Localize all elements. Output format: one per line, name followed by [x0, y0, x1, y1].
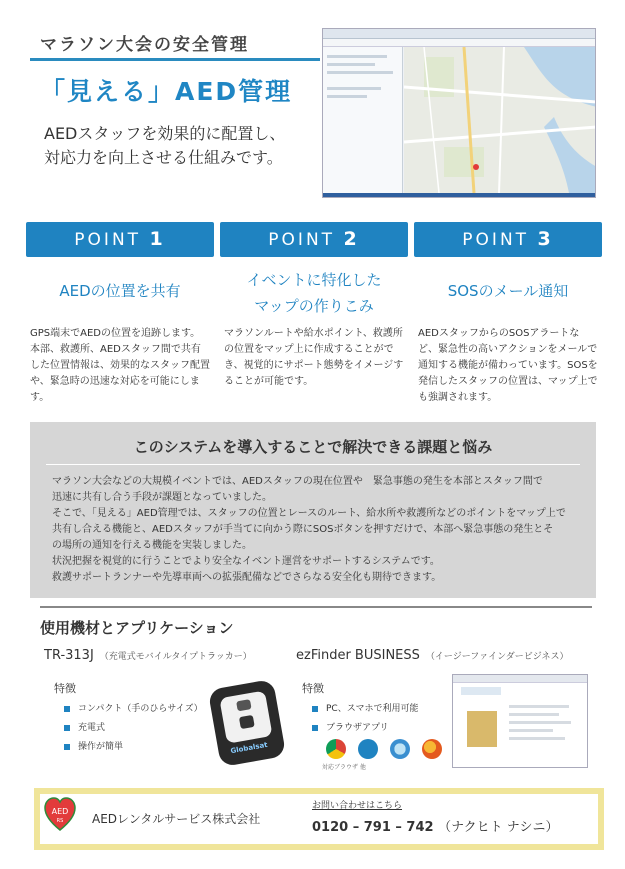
list-item: 操作が簡単 [62, 738, 203, 757]
tracker-logo: Globalsat [229, 740, 269, 756]
app-name: ezFinder BUSINESS （イージーファインダービジネス） [296, 648, 569, 663]
contact-label: お問い合わせはこちら [312, 801, 403, 811]
screenshot-statusbar [323, 193, 595, 198]
screenshot-titlebar [323, 29, 595, 39]
logo-sub: RS [56, 818, 64, 824]
issues-line: 共有し合える機能と、AEDスタッフが手当てに向かう際にSOSボタンを押すだけで、本部へ緊急事態の発生とそ [52, 524, 554, 535]
point-1-label: POINT [74, 230, 142, 250]
device-feature-label: 特徴 [54, 682, 76, 695]
browser-image [467, 711, 497, 747]
equipment-title: 使用機材とアプリケーション [40, 619, 234, 637]
issues-title: このシステムを導入することで解決できる課題と悩み [133, 438, 493, 456]
firefox-icon [422, 739, 442, 759]
issues-text [52, 474, 582, 586]
equipment-divider [40, 606, 592, 608]
issues-line: 状況把握を視覚的に行うことでより安全なイベント運営をサポートするシステムです。 [52, 556, 440, 567]
logo-text: AED [51, 807, 69, 816]
page-title: 「見える」AED管理 [40, 77, 293, 106]
lead-line-2: 対応力を向上させる仕組みです。 [44, 148, 283, 167]
point-3-badge [414, 222, 602, 257]
browser-icons [326, 738, 449, 759]
browser-toolbar [453, 675, 587, 683]
phone-number[interactable]: 0120 – 791 – 742 （ナクヒト ナシニ） [312, 820, 559, 835]
point-2-label: POINT [268, 230, 336, 250]
point-2-number: 2 [343, 228, 360, 250]
issues-line: 救護サポートランナーや先導車両への拡張配備などでさらなる安全化も期待できます。 [52, 572, 442, 583]
point-1-desc: GPS端末でAEDの位置を追跡します。本部、救護所、AEDスタッフ間で共有した位置情報は、効果的なスタッフ配置や、緊急時の迅速な対応を可能にします。 [30, 328, 210, 403]
point-2-title: イベントに特化した マップの作りこみ [246, 271, 382, 315]
phone-reading: （ナクヒト ナシニ） [438, 820, 559, 835]
tracker-button-sos [239, 715, 255, 729]
screenshot-toolbar [323, 39, 595, 47]
issues-line: 迅速に共有し合う手段が課題となっていました。 [52, 492, 272, 503]
browser-header [461, 687, 501, 695]
app-features [310, 700, 419, 738]
map-graphic [404, 47, 596, 193]
point-3-number: 3 [537, 228, 554, 250]
screenshot-sidebar [323, 47, 403, 193]
safari-icon [390, 739, 410, 759]
app-note: （イージーファインダービジネス） [425, 652, 569, 662]
browsers-caption: 対応ブラウザ 他 [322, 764, 366, 771]
list-item: コンパクト（手のひらサイズ） [62, 700, 203, 719]
point-1-badge [26, 222, 214, 257]
tracker-device-image [208, 679, 287, 767]
list-item: PC、スマホで利用可能 [310, 700, 419, 719]
app-browser-screenshot [452, 674, 588, 768]
ie-icon [358, 739, 378, 759]
point-1-number: 1 [149, 228, 166, 250]
issues-line: の場所の通知を行える機能を実装しました。 [52, 540, 252, 551]
device-note: （充電式モバイルタイプトラッカー） [99, 652, 252, 662]
app-feature-label: 特徴 [302, 682, 324, 695]
app-screenshot [322, 28, 596, 198]
list-item: 充電式 [62, 719, 203, 738]
point-3-label: POINT [462, 230, 530, 250]
screenshot-map [404, 47, 596, 193]
point-2-desc: マラソンルートや給水ポイント、救護所の位置をマップ上に作成することができ、視覚的にサポート態勢をイメージすることが可能です。 [224, 328, 404, 387]
device-name: TR-313J （充電式モバイルタイプトラッカー） [44, 648, 252, 663]
point-2-badge [220, 222, 408, 257]
issues-line: マラソン大会などの大規模イベントでは、AEDスタッフの現在位置や 緊急事態の発生を本部とスタッフ間で [52, 476, 543, 487]
page-subtitle: マラソン大会の安全管理 [40, 35, 249, 55]
point-3-desc: AEDスタッフからのSOSアラートなど、緊急性の高いアクションをメールで通知する機能が備わっています。SOSを発信したスタッフの位置は、マップ上でも強調されます。 [418, 328, 598, 403]
aed-heart-logo [44, 796, 76, 834]
lead-line-1: AEDスタッフを効果的に配置し、 [44, 124, 286, 143]
header-divider [30, 58, 320, 61]
device-features [62, 700, 203, 757]
chrome-icon [326, 739, 346, 759]
point-3-title: SOSのメール通知 [447, 282, 569, 300]
issues-line: そこで、「見える」AED管理では、スタッフの位置とレースのルート、給水所や救護所などのポイントをマップ上で [52, 508, 566, 519]
issues-divider [46, 464, 580, 465]
lead-text [44, 122, 285, 170]
company-name: AEDレンタルサービス株式会社 [92, 812, 261, 826]
tracker-face [219, 690, 272, 743]
list-item: ブラウザアプリ [310, 719, 419, 738]
tracker-button-top [236, 699, 252, 711]
point-1-title: AEDの位置を共有 [59, 282, 181, 300]
